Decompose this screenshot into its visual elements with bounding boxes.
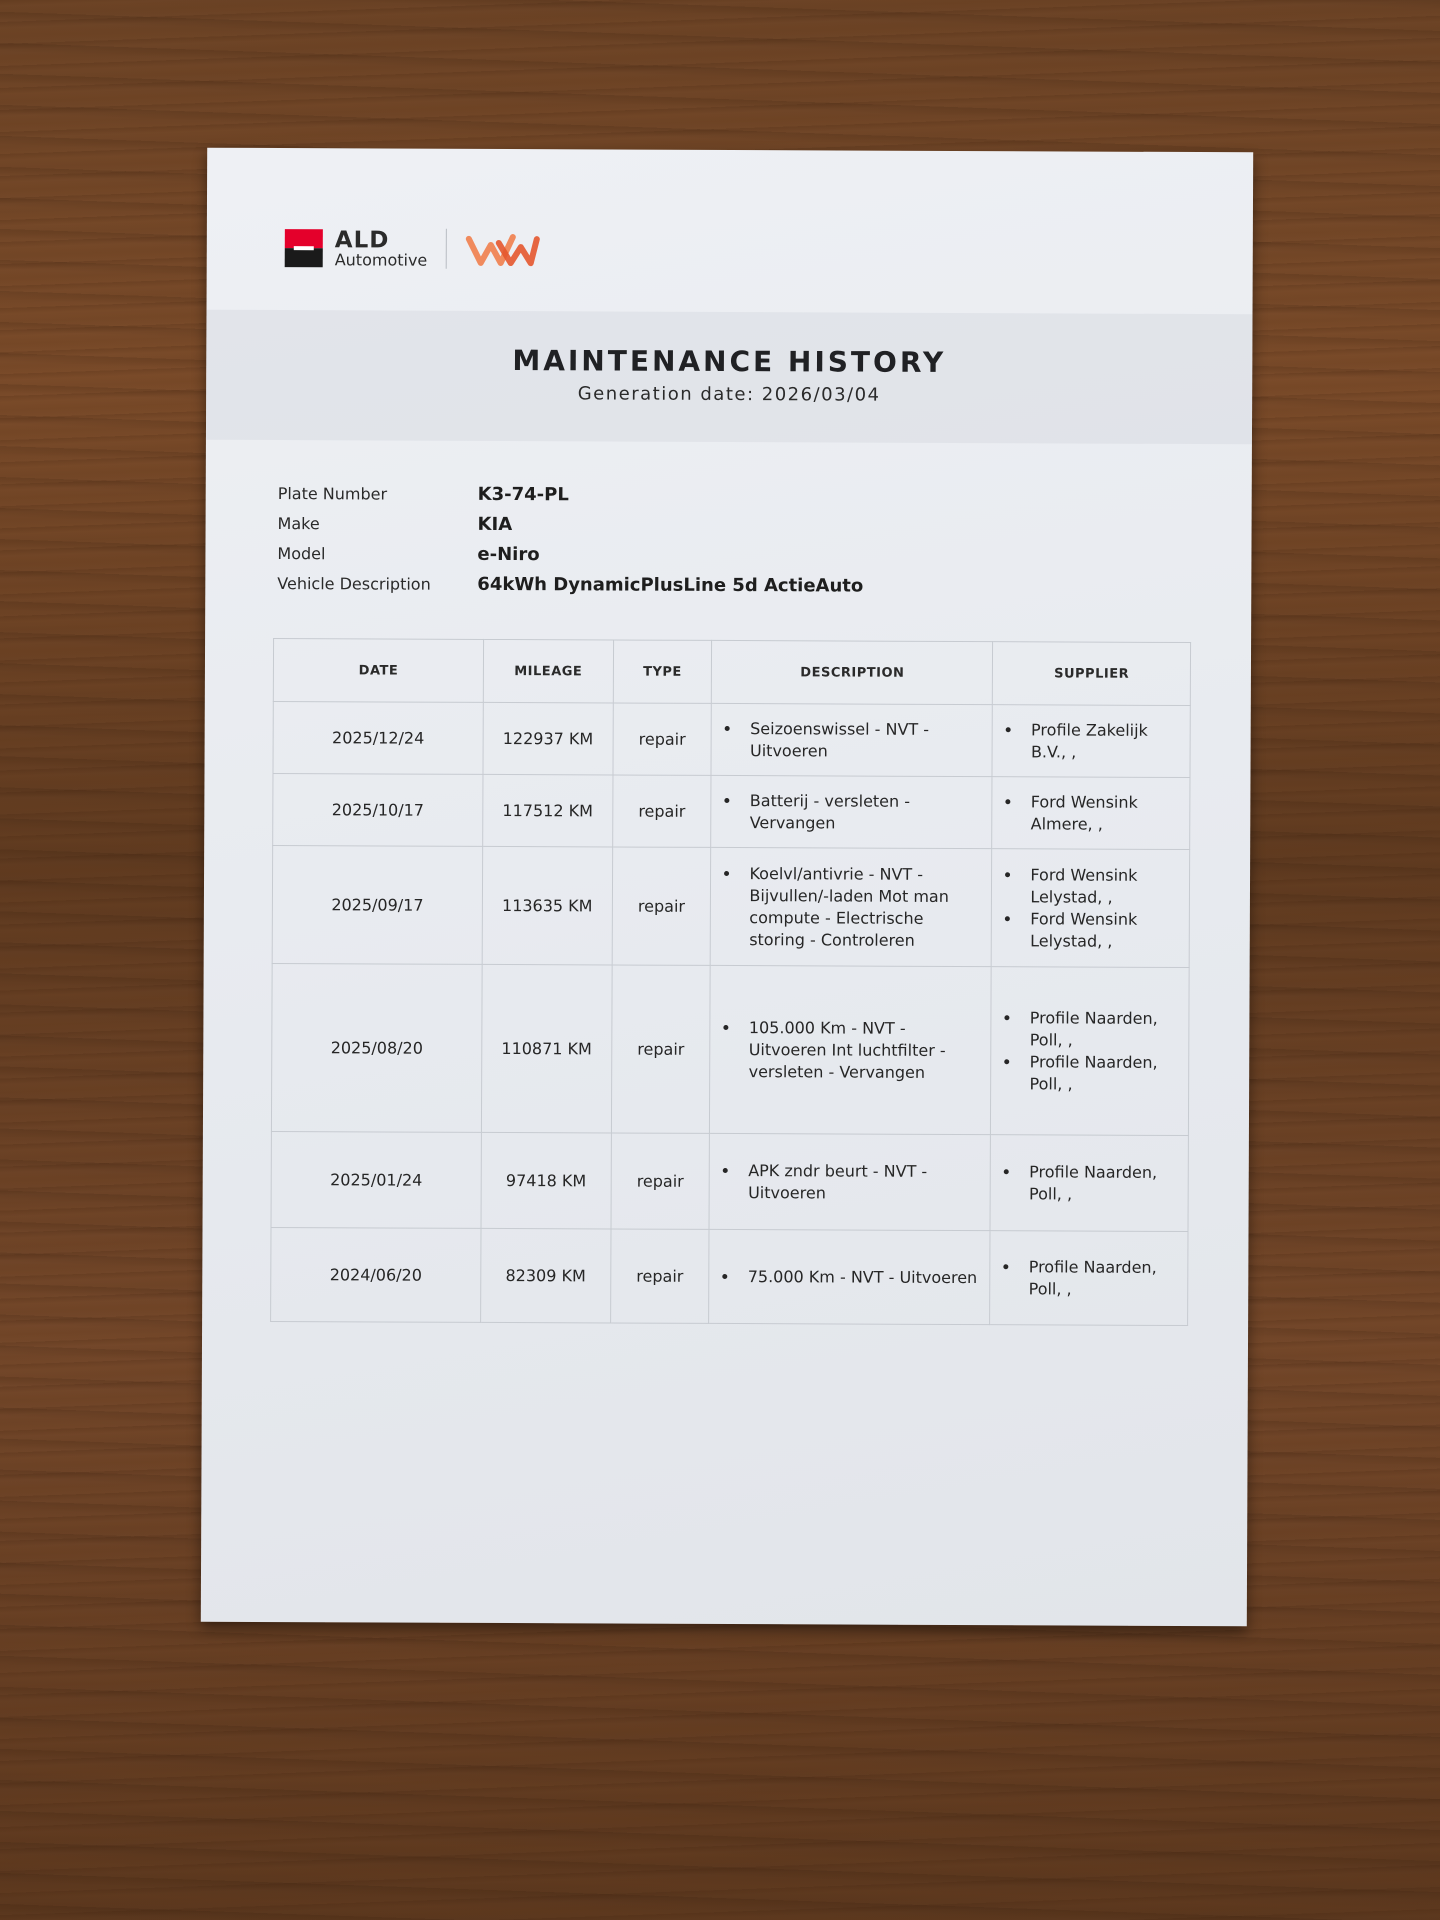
description-item: • Koelvl/antivrie - NVT - Bijvullen/-laden Mot man compute - Electrische storing - Controleren (741, 863, 981, 952)
header-supplier: SUPPLIER (993, 642, 1191, 706)
supplier-item: • Profile Naarden, Poll, , (1021, 1256, 1178, 1301)
cell-date: 2025/10/17 (273, 774, 483, 847)
vehicle-row-make (278, 508, 1178, 542)
table-header-row (273, 639, 1190, 706)
vehicle-row-model (277, 538, 1177, 572)
cell-mileage: 110871 KM (481, 964, 611, 1133)
header-type: TYPE (613, 640, 712, 703)
cell-date: 2025/12/24 (273, 702, 483, 775)
description-value: 64kWh DynamicPlusLine 5d ActieAuto (477, 573, 864, 597)
generation-date: Generation date: 2026/03/04 (577, 383, 881, 406)
cell-mileage: 97418 KM (481, 1132, 611, 1229)
cell-type: repair (610, 1229, 709, 1323)
cell-description (709, 1229, 990, 1324)
vehicle-row-description (277, 568, 1177, 602)
cell-type: repair (613, 703, 712, 775)
cell-description (711, 775, 992, 848)
maintenance-table (270, 638, 1191, 1326)
cell-date: 2025/01/24 (271, 1132, 481, 1229)
cell-type: repair (612, 775, 711, 847)
logo-divider (445, 229, 446, 269)
cell-mileage: 113635 KM (482, 846, 612, 965)
table-row (271, 964, 1189, 1136)
cell-description (710, 965, 992, 1134)
header-mileage: MILEAGE (483, 639, 613, 703)
ald-wordmark (335, 228, 428, 269)
supplier-item: • Profile Zakelijk B.V., , (1023, 719, 1180, 764)
description-label: Vehicle Description (277, 573, 431, 594)
description-item: • Seizoenswissel - NVT - Uitvoeren (742, 718, 982, 763)
make-label: Make (277, 513, 320, 533)
cell-description (711, 847, 992, 966)
cell-mileage: 82309 KM (481, 1228, 611, 1323)
cell-supplier (992, 705, 1190, 778)
cell-supplier (990, 1231, 1188, 1326)
supplier-item: • Ford Wensink Lelystad, , (1022, 864, 1179, 909)
header-logos (285, 228, 541, 270)
cell-supplier (992, 849, 1190, 968)
cell-supplier (990, 1135, 1188, 1232)
model-value: e-Niro (477, 543, 540, 565)
table-row (271, 1228, 1188, 1326)
table-row (271, 1132, 1188, 1232)
cell-date: 2025/09/17 (272, 846, 483, 965)
make-value: KIA (477, 513, 513, 535)
header-description: DESCRIPTION (712, 640, 993, 704)
ald-logo-icon (285, 230, 323, 268)
cell-type: repair (611, 965, 711, 1133)
document-title: MAINTENANCE HISTORY (512, 344, 947, 379)
cell-mileage: 117512 KM (483, 774, 613, 847)
table-row (273, 702, 1190, 778)
header-date: DATE (273, 639, 483, 703)
plate-value: K3-74-PL (477, 483, 569, 505)
table-row (272, 846, 1190, 968)
document-paper (201, 148, 1253, 1627)
cell-mileage: 122937 KM (483, 702, 613, 775)
cell-date: 2024/06/20 (271, 1228, 481, 1323)
supplier-item: • Profile Naarden, Poll, , (1021, 1051, 1178, 1096)
cell-type: repair (612, 847, 711, 965)
vehicle-info (277, 478, 1178, 602)
company-division: Automotive (334, 250, 428, 270)
supplier-item: • Ford Wensink Almere, , (1023, 791, 1180, 836)
company-name: ALD (334, 227, 390, 254)
description-item: • Batterij - versleten - Vervangen (742, 790, 982, 835)
vehicle-row-plate (278, 478, 1178, 512)
cell-supplier (992, 777, 1190, 850)
supplier-item: • Profile Naarden, Poll, , (1021, 1161, 1178, 1206)
model-label: Model (277, 543, 326, 563)
description-item: • 105.000 Km - NVT - Uitvoeren Int luchtfilter - versleten - Vervangen (741, 1017, 981, 1084)
cell-date: 2025/08/20 (271, 964, 482, 1133)
description-item: • APK zndr beurt - NVT - Uitvoeren (740, 1160, 980, 1205)
table-row (273, 774, 1190, 850)
supplier-item: • Ford Wensink Lelystad, , (1022, 908, 1179, 953)
plate-label: Plate Number (277, 483, 388, 504)
cell-description (711, 703, 992, 776)
supplier-item: • Profile Naarden, Poll, , (1022, 1007, 1179, 1052)
cell-supplier (991, 967, 1189, 1136)
cell-type: repair (611, 1133, 710, 1229)
description-item: • 75.000 Km - NVT - Uitvoeren (740, 1266, 980, 1289)
cell-description (709, 1133, 990, 1230)
ww-logo-icon (464, 229, 540, 269)
